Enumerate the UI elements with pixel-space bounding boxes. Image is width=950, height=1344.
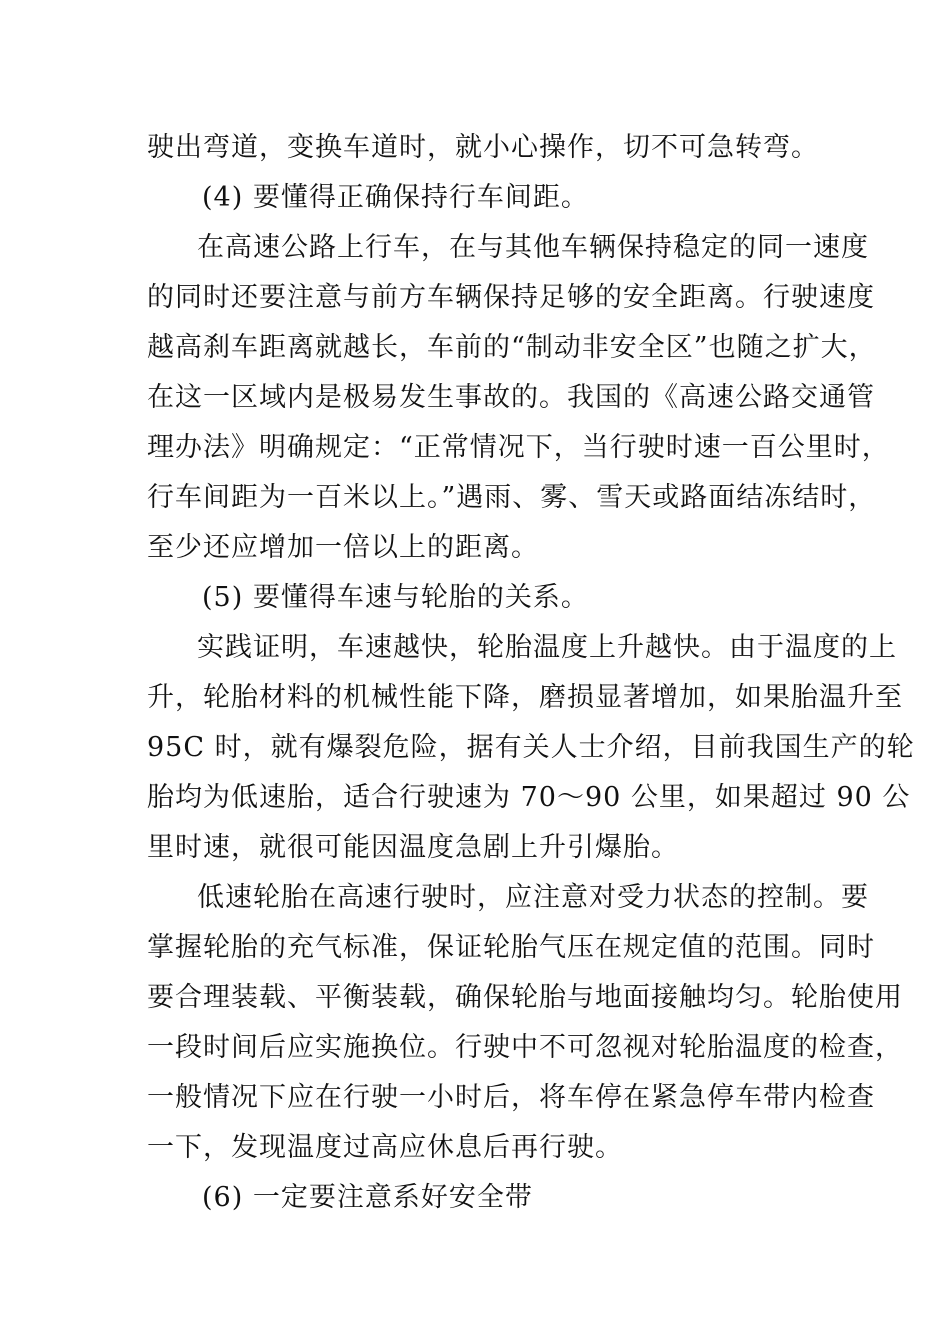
text-line-6: 在这一区域内是极易发生事故的。我国的《高速公路交通管 (147, 382, 875, 413)
text-line-15: 里时速，就很可能因温度急剧上升引爆胎。 (147, 832, 679, 863)
text-line-14: 胎均为低速胎，适合行驶速为 70～90 公里，如果超过 90 公 (147, 782, 911, 813)
text-line-19: 一段时间后应实施换位。行驶中不可忽视对轮胎温度的检查， (147, 1032, 903, 1063)
text-line-17: 掌握轮胎的充气标准，保证轮胎气压在规定值的范围。同时 (147, 932, 875, 963)
text-line-7: 理办法》明确规定：“正常情况下，当行驶时速一百公里时， (147, 432, 890, 463)
section-heading-5: (5) 要懂得车速与轮胎的关系。 (202, 582, 589, 613)
text-line-13: 95C 时，就有爆裂危险，据有关人士介绍，目前我国生产的轮 (147, 732, 915, 763)
text-line-11: 实践证明，车速越快，轮胎温度上升越快。由于温度的上 (197, 632, 897, 663)
text-line-16: 低速轮胎在高速行驶时，应注意对受力状态的控制。要 (197, 882, 869, 913)
text-line-21: 一下，发现温度过高应休息后再行驶。 (147, 1132, 623, 1163)
text-line-5: 越高刹车距离就越长，车前的“制动非安全区”也随之扩大， (147, 332, 877, 363)
text-line-3: 在高速公路上行车，在与其他车辆保持稳定的同一速度 (197, 232, 869, 263)
text-line-12: 升，轮胎材料的机械性能下降，磨损显著增加，如果胎温升至 (147, 682, 903, 713)
text-line-1: 驶出弯道，变换车道时，就小心操作，切不可急转弯。 (147, 132, 819, 163)
text-line-9: 至少还应增加一倍以上的距离。 (147, 532, 539, 563)
text-line-8: 行车间距为一百米以上。”遇雨、雾、雪天或路面结冻结时， (147, 482, 877, 513)
section-heading-4: (4) 要懂得正确保持行车间距。 (202, 182, 589, 213)
text-line-18: 要合理装载、平衡装载，确保轮胎与地面接触均匀。轮胎使用 (147, 982, 903, 1013)
text-line-4: 的同时还要注意与前方车辆保持足够的安全距离。行驶速度 (147, 282, 875, 313)
text-line-20: 一般情况下应在行驶一小时后，将车停在紧急停车带内检查 (147, 1082, 875, 1113)
section-heading-6: (6) 一定要注意系好安全带 (202, 1182, 533, 1213)
